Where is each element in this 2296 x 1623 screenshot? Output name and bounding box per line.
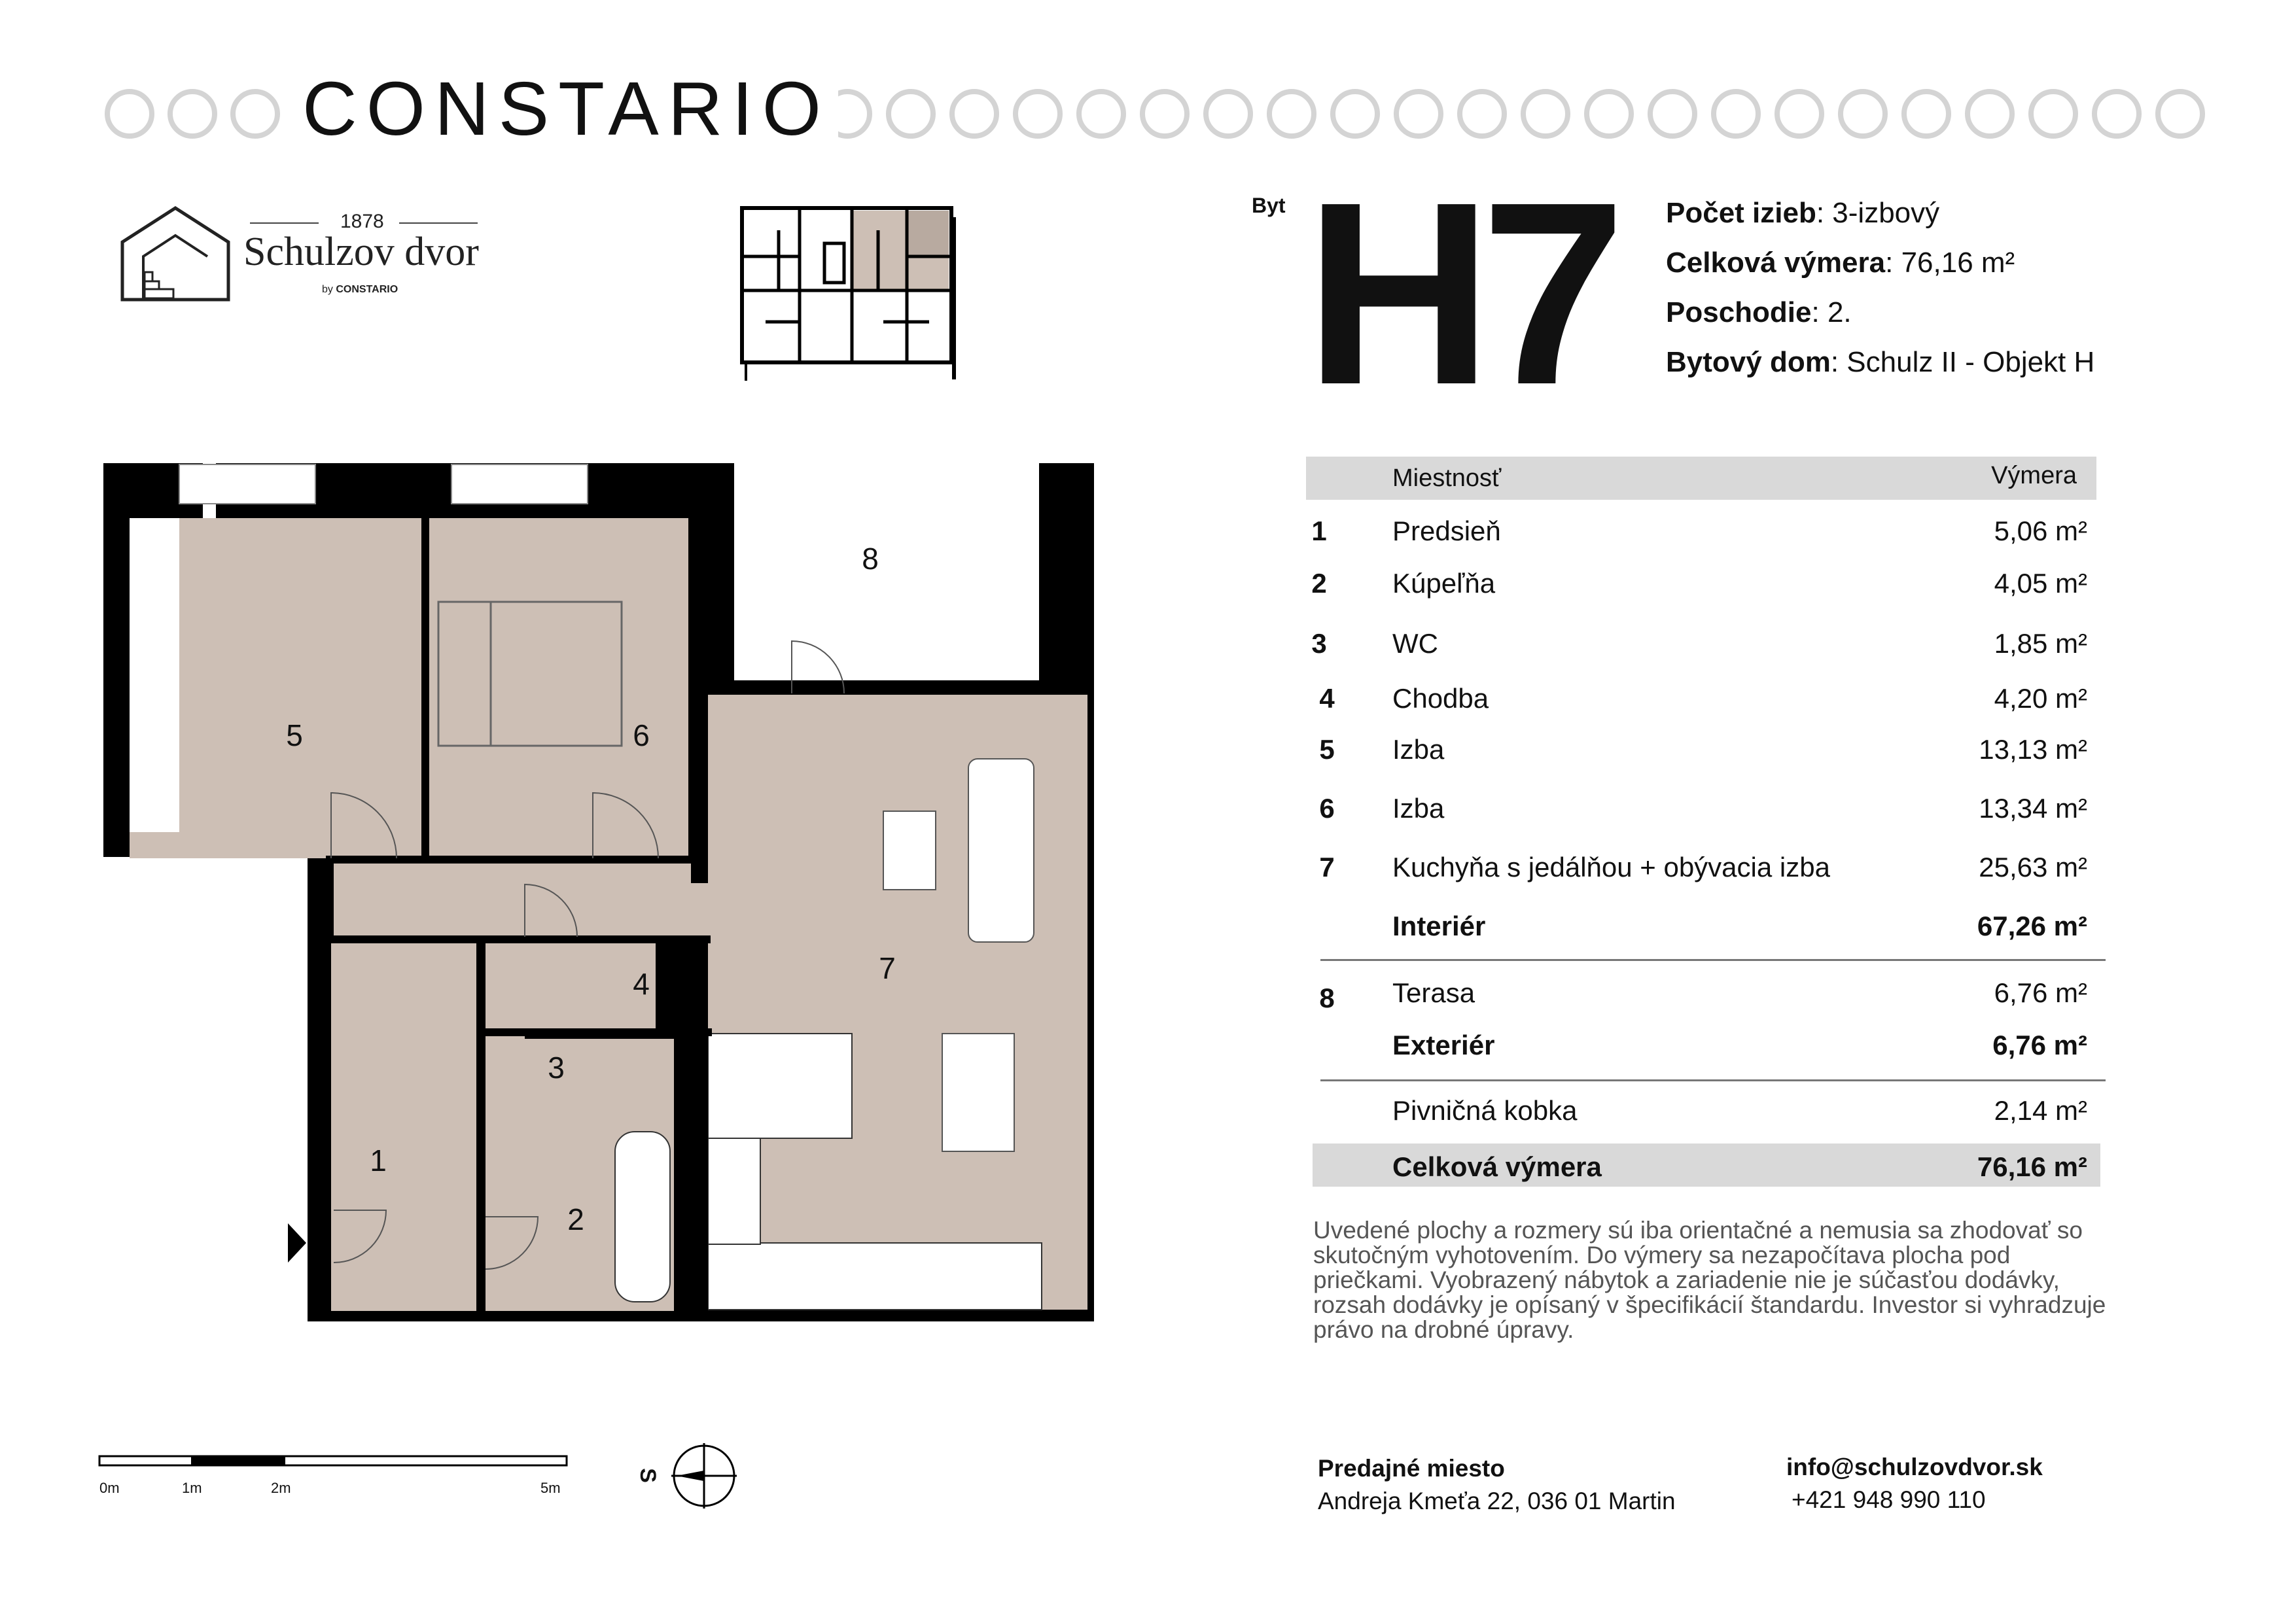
table-divider bbox=[1320, 1079, 2106, 1081]
room-label-3: 3 bbox=[548, 1051, 565, 1085]
col-room-header: Miestnosť bbox=[1392, 464, 1502, 492]
decorative-circle bbox=[105, 89, 154, 139]
scale-bar bbox=[98, 1454, 569, 1473]
table-row: 8 Terasa 6,76 m² bbox=[1319, 977, 2087, 1013]
sales-label: Predajné miesto bbox=[1318, 1455, 1505, 1482]
fact-rooms: Počet izieb: 3-izbový bbox=[1666, 197, 1940, 229]
decorative-circle bbox=[1203, 89, 1253, 139]
room-label-1: 1 bbox=[370, 1143, 387, 1178]
decorative-circle bbox=[1838, 89, 1888, 139]
decorative-circle bbox=[2092, 89, 2142, 139]
fact-building: Bytový dom: Schulz II - Objekt H bbox=[1666, 346, 2095, 378]
unit-facts bbox=[1666, 188, 2094, 387]
table-row: 3 WC 1,85 m² bbox=[1311, 628, 2087, 659]
unit-label: Byt bbox=[1252, 194, 1286, 217]
compass-label: S bbox=[635, 1468, 660, 1483]
table-row: 7 Kuchyňa s jedálňou + obývacia izba 25,63 m² bbox=[1319, 852, 2087, 882]
table-divider bbox=[1320, 959, 2106, 961]
interior-total-row: Interiér 67,26 m² bbox=[1392, 911, 2087, 941]
decorative-circle bbox=[1394, 89, 1443, 139]
decorative-circle bbox=[230, 89, 280, 139]
decorative-circle bbox=[168, 89, 217, 139]
table-row: 4 Chodba 4,20 m² bbox=[1319, 683, 2087, 714]
table-header bbox=[1306, 457, 2096, 500]
room-label-7: 7 bbox=[879, 951, 896, 985]
table-row: 5 Izba 13,13 m² bbox=[1319, 734, 2087, 765]
decorative-circle bbox=[1521, 89, 1570, 139]
email-link[interactable]: info@schulzovdvor.sk bbox=[1786, 1454, 2043, 1480]
room-label-8: 8 bbox=[862, 542, 879, 576]
floor-keyplan bbox=[739, 204, 962, 385]
table-row: 1 Predsieň 5,06 m² bbox=[1311, 515, 2087, 546]
room-label-5: 5 bbox=[286, 718, 303, 752]
scale-label-1: 1m bbox=[182, 1480, 202, 1496]
decorative-circle bbox=[949, 89, 999, 139]
fact-floor: Poschodie: 2. bbox=[1666, 296, 1852, 328]
decorative-circle bbox=[1648, 89, 1697, 139]
col-area-header: Výmera bbox=[1991, 462, 2077, 489]
compass-icon bbox=[667, 1439, 739, 1514]
table-row: 6 Izba 13,34 m² bbox=[1319, 793, 2087, 824]
exterior-total-row: Exteriér 6,76 m² bbox=[1392, 1030, 2087, 1060]
phone-number: +421 948 990 110 bbox=[1792, 1486, 1986, 1513]
decorative-circle bbox=[1584, 89, 1634, 139]
sales-contact bbox=[1318, 1452, 1676, 1518]
grand-total-row: Celková výmera 76,16 m² bbox=[1392, 1151, 2087, 1182]
decorative-circle bbox=[1901, 89, 1951, 139]
sales-address: Andreja Kmeťa 22, 036 01 Martin bbox=[1318, 1488, 1676, 1514]
decorative-circle bbox=[1965, 89, 2015, 139]
logo-rule-left bbox=[250, 222, 319, 224]
decorative-circle bbox=[2028, 89, 2078, 139]
fact-total-area: Celková výmera: 76,16 m² bbox=[1666, 247, 2015, 279]
floor-plan bbox=[98, 445, 1106, 1338]
decorative-circle bbox=[886, 89, 936, 139]
logo-year: 1878 bbox=[340, 211, 384, 232]
decorative-circle bbox=[1711, 89, 1761, 139]
decorative-circle bbox=[1330, 89, 1380, 139]
unit-code: H7 bbox=[1305, 148, 1614, 439]
room-label-4: 4 bbox=[633, 967, 650, 1001]
room-label-2: 2 bbox=[567, 1202, 584, 1236]
table-row: Pivničná kobka 2,14 m² bbox=[1392, 1095, 2087, 1126]
room-label-6: 6 bbox=[633, 718, 650, 752]
decorative-circle bbox=[1775, 89, 1824, 139]
decorative-circle bbox=[1140, 89, 1190, 139]
logo-byline: by CONSTARIO bbox=[322, 284, 398, 295]
logo-name: Schulzov dvor bbox=[243, 230, 479, 274]
scale-label-0: 0m bbox=[99, 1480, 120, 1496]
decorative-circle bbox=[1076, 89, 1126, 139]
scale-label-2: 2m bbox=[271, 1480, 291, 1496]
table-row: 2 Kúpeľňa 4,05 m² bbox=[1311, 568, 2087, 599]
logo-rule-right bbox=[399, 222, 478, 224]
decorative-circle bbox=[1267, 89, 1316, 139]
email-phone-contact bbox=[1786, 1451, 2043, 1516]
decorative-circle bbox=[1013, 89, 1063, 139]
brand-title: CONSTARIO bbox=[294, 71, 838, 147]
disclaimer-text: Uvedené plochy a rozmery sú iba orientačné a nemusia sa zhodovať so skutočným vyhotovením. Do výmery sa nezapočítava plocha pod priečkami. Vyobrazený nábytok a zariadenie nie je súčasťou dodávky, rozsah dodávky je opísaný v špecifikácií štandardu. Investor si vyhradzuje právo na drobné úpravy. bbox=[1313, 1217, 2106, 1343]
scale-label-5: 5m bbox=[540, 1480, 561, 1496]
decorative-circle bbox=[1457, 89, 1507, 139]
house-logo-icon bbox=[120, 204, 231, 305]
decorative-circle bbox=[2155, 89, 2205, 139]
